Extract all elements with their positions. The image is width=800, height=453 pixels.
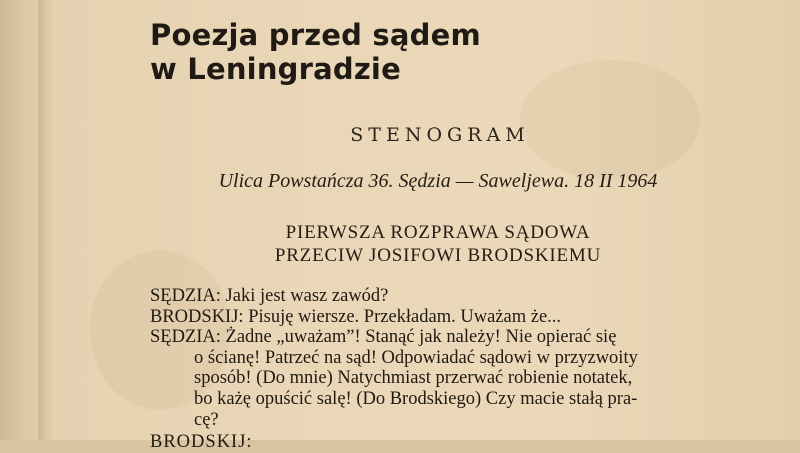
article-title-line-1: Poezja przed sądem: [150, 18, 481, 52]
speech-text: Pisuję wiersze. Przekładam. Uważam że...: [243, 306, 562, 327]
speaker-label: BRODSKIJ:: [150, 306, 244, 327]
article-title-line-2: w Leningradzie: [150, 52, 401, 86]
session-info: Ulica Powstańcza 36. Sędzia — Saweljewa. 18 II 1964: [218, 170, 658, 192]
section-heading-line-1: PIERWSZA ROZPRAWA SĄDOWA: [285, 222, 591, 243]
section-heading: [0, 221, 800, 267]
continuation-line: sposób! (Do mnie) Natychmiast przerwać robienie notatek,: [194, 368, 633, 389]
speech-text: Żadne „uważam”! Stanąć jak należy! Nie opierać się: [220, 327, 617, 348]
speech-text: Jaki jest wasz zawód?: [220, 286, 389, 306]
article-title: [150, 18, 481, 86]
transcript-body: [150, 286, 728, 430]
paper-stain: [520, 60, 700, 180]
transcript-line: [150, 286, 728, 307]
page-fold-shadow: [38, 0, 54, 440]
cut-off-speaker-label: BRODSKIJ:: [150, 432, 253, 452]
subtitle-stenogram: STENOGRAM: [350, 124, 530, 146]
continuation-line: bo każę opuścić salę! (Do Brodskiego) Czy macie stałą pra-: [194, 388, 638, 409]
transcript-line: [150, 307, 728, 328]
section-heading-line-2: PRZECIW JOSIFOWI BRODSKIEMU: [274, 245, 602, 266]
transcript-line: [150, 327, 728, 348]
continuation-line: cę?: [194, 409, 219, 430]
speaker-label: SĘDZIA:: [150, 286, 221, 306]
speaker-label: SĘDZIA:: [150, 327, 221, 348]
continuation-line: o ścianę! Patrzeć na sąd! Odpowiadać sądowi w przyzwoity: [194, 347, 638, 368]
